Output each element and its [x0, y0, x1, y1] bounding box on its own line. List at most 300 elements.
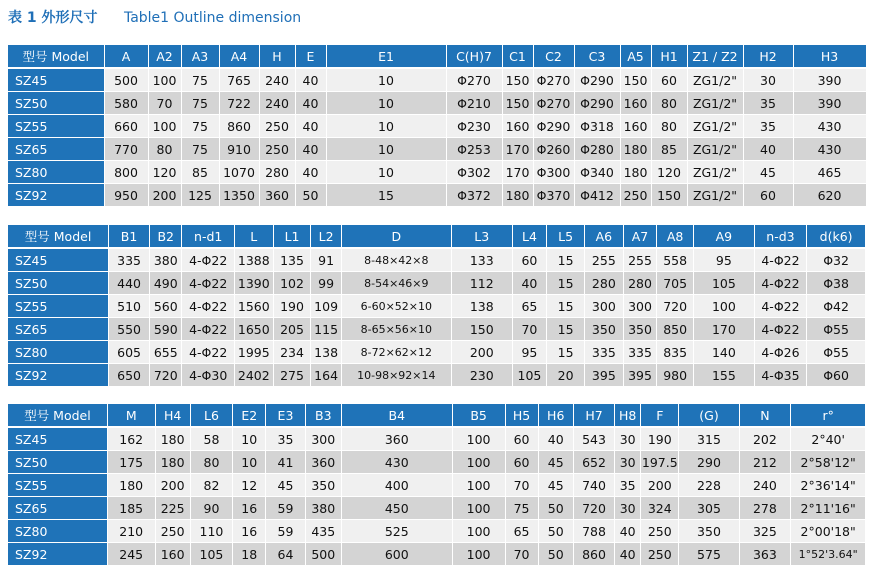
table-cell: 15	[326, 184, 446, 207]
table-cell: 4-Φ35	[754, 364, 806, 387]
column-header: H3	[793, 45, 866, 68]
table-cell: 85	[651, 138, 687, 161]
table-cell: 200	[155, 474, 190, 497]
table-cell: 400	[341, 474, 452, 497]
column-header: L2	[311, 225, 341, 248]
dimension-table-3	[8, 404, 866, 566]
table-cell: 950	[104, 184, 148, 207]
table-cell: 230	[451, 364, 512, 387]
table-cell: 15	[547, 272, 585, 295]
column-header: A3	[181, 45, 219, 68]
table-cell: 770	[104, 138, 148, 161]
table-row	[8, 92, 866, 115]
column-header: d(k6)	[807, 225, 866, 248]
table-row	[8, 272, 866, 295]
table-cell: 350	[305, 474, 341, 497]
column-header: C2	[533, 45, 574, 68]
column-header: A6	[584, 225, 623, 248]
column-header: H4	[155, 404, 190, 427]
table-cell: 35	[615, 474, 641, 497]
column-header: H7	[573, 404, 614, 427]
table-cell: 435	[305, 520, 341, 543]
table-cell: 4-Φ22	[182, 295, 234, 318]
table-row	[8, 138, 866, 161]
table-cell: 860	[573, 543, 614, 566]
table-cell: Φ270	[446, 68, 502, 92]
table-cell: 910	[219, 138, 259, 161]
table-cell: ZG1/2"	[687, 138, 743, 161]
column-header: H1	[651, 45, 687, 68]
table-cell: 180	[620, 161, 651, 184]
table-cell: 4-Φ26	[754, 341, 806, 364]
table-cell: 70	[505, 543, 538, 566]
table-cell: 500	[305, 543, 341, 566]
dimension-table-2	[8, 225, 866, 387]
column-header: n-d1	[182, 225, 234, 248]
model-cell: SZ92	[8, 184, 104, 207]
table-cell: 85	[181, 161, 219, 184]
table-cell: 105	[693, 272, 754, 295]
table-cell: 59	[266, 497, 305, 520]
table-cell: 980	[657, 364, 694, 387]
table-cell: 100	[452, 497, 505, 520]
table-cell: 164	[311, 364, 341, 387]
column-header: N	[739, 404, 791, 427]
column-header: M	[107, 404, 155, 427]
table-cell: 324	[641, 497, 679, 520]
table-cell: 30	[743, 68, 793, 92]
table-cell: 65	[512, 295, 547, 318]
table-cell: 80	[190, 451, 232, 474]
column-header: 型号 Model	[8, 225, 109, 248]
table-cell: 16	[233, 520, 266, 543]
table-row	[8, 341, 866, 364]
table-cell: 60	[505, 451, 538, 474]
table-row	[8, 68, 866, 92]
table-header-row	[8, 45, 866, 68]
table-row	[8, 474, 866, 497]
column-header: A4	[219, 45, 259, 68]
table-cell: 150	[451, 318, 512, 341]
table-cell: 170	[502, 138, 533, 161]
table-cell: 70	[512, 318, 547, 341]
table-cell: 190	[273, 295, 311, 318]
table-cell: 75	[181, 138, 219, 161]
table-cell: 335	[109, 248, 150, 272]
table-cell: 2402	[234, 364, 273, 387]
table-cell: 8-72×62×12	[341, 341, 451, 364]
table-cell: 170	[693, 318, 754, 341]
table-cell: 335	[623, 341, 657, 364]
table-cell: 212	[739, 451, 791, 474]
table-cell: 525	[341, 520, 452, 543]
table-cell: 115	[311, 318, 341, 341]
table-cell: 70	[505, 474, 538, 497]
table-cell: 70	[148, 92, 181, 115]
model-cell: SZ65	[8, 138, 104, 161]
table-cell: ZG1/2"	[687, 115, 743, 138]
model-cell: SZ45	[8, 248, 109, 272]
table-cell: 240	[259, 68, 295, 92]
table-cell: 10	[326, 161, 446, 184]
column-header: A2	[148, 45, 181, 68]
table-cell: 1995	[234, 341, 273, 364]
table-cell: 390	[793, 92, 866, 115]
model-cell: SZ80	[8, 520, 107, 543]
table-cell: Φ290	[574, 92, 620, 115]
table-cell: 60	[743, 184, 793, 207]
table-cell: 50	[538, 497, 573, 520]
table-cell: 510	[109, 295, 150, 318]
table-cell: 350	[584, 318, 623, 341]
table-header-row	[8, 404, 866, 427]
table-cell: 58	[190, 427, 232, 451]
table-cell: 290	[679, 451, 739, 474]
table-cell: 60	[512, 248, 547, 272]
table-cell: 255	[623, 248, 657, 272]
table-cell: 705	[657, 272, 694, 295]
table-cell: 160	[620, 92, 651, 115]
table-header-row	[8, 225, 866, 248]
table-cell: 150	[651, 184, 687, 207]
table-cell: 100	[452, 427, 505, 451]
table-cell: 234	[273, 341, 311, 364]
table-cell: 250	[259, 115, 295, 138]
column-header: n-d3	[754, 225, 806, 248]
table-cell: 300	[623, 295, 657, 318]
table-cell: 660	[104, 115, 148, 138]
table-cell: 160	[620, 115, 651, 138]
table-cell: 95	[512, 341, 547, 364]
model-cell: SZ50	[8, 92, 104, 115]
table-cell: 64	[266, 543, 305, 566]
table-cell: Φ372	[446, 184, 502, 207]
table-cell: 280	[584, 272, 623, 295]
table-cell: 580	[104, 92, 148, 115]
column-header: E1	[326, 45, 446, 68]
column-header: H5	[505, 404, 538, 427]
table-cell: 100	[452, 451, 505, 474]
table-cell: Φ32	[807, 248, 866, 272]
table-cell: 6-60×52×10	[341, 295, 451, 318]
table-cell: 50	[538, 520, 573, 543]
table-cell: Φ210	[446, 92, 502, 115]
table-cell: 150	[502, 68, 533, 92]
table-cell: 315	[679, 427, 739, 451]
table-cell: 40	[295, 138, 326, 161]
table-cell: 1390	[234, 272, 273, 295]
table-cell: 380	[150, 248, 182, 272]
table-row	[8, 161, 866, 184]
table-cell: 350	[679, 520, 739, 543]
table-cell: 50	[538, 543, 573, 566]
table-cell: 2°40'	[791, 427, 866, 451]
column-header: B3	[305, 404, 341, 427]
table-cell: 363	[739, 543, 791, 566]
table-cell: 60	[651, 68, 687, 92]
table-cell: 1388	[234, 248, 273, 272]
table-cell: ZG1/2"	[687, 184, 743, 207]
dimension-table-1	[8, 45, 867, 207]
column-header: A9	[693, 225, 754, 248]
model-cell: SZ45	[8, 68, 104, 92]
table-cell: 280	[623, 272, 657, 295]
table-cell: 197.5	[641, 451, 679, 474]
table-cell: 200	[641, 474, 679, 497]
table-cell: 109	[311, 295, 341, 318]
table-cell: 4-Φ22	[754, 248, 806, 272]
table-cell: Φ412	[574, 184, 620, 207]
table-cell: 543	[573, 427, 614, 451]
table-cell: 100	[452, 520, 505, 543]
table-cell: 255	[584, 248, 623, 272]
table-cell: 30	[615, 427, 641, 451]
table-cell: 360	[305, 451, 341, 474]
table-cell: Φ280	[574, 138, 620, 161]
table-cell: 40	[615, 520, 641, 543]
table-cell: 100	[452, 474, 505, 497]
table-cell: 18	[233, 543, 266, 566]
table-row	[8, 184, 866, 207]
table-row	[8, 364, 866, 387]
table-cell: 120	[651, 161, 687, 184]
table-cell: 65	[505, 520, 538, 543]
column-header: B2	[150, 225, 182, 248]
table-cell: 40	[743, 138, 793, 161]
model-cell: SZ92	[8, 364, 109, 387]
table-cell: 100	[148, 115, 181, 138]
column-header: E	[295, 45, 326, 68]
table-cell: 10	[326, 138, 446, 161]
table-row	[8, 451, 866, 474]
table-cell: 90	[190, 497, 232, 520]
table-cell: 40	[295, 161, 326, 184]
table-cell: 655	[150, 341, 182, 364]
model-cell: SZ50	[8, 272, 109, 295]
table-cell: 835	[657, 341, 694, 364]
table-cell: 490	[150, 272, 182, 295]
column-header: C1	[502, 45, 533, 68]
column-header: 型号 Model	[8, 404, 107, 427]
model-cell: SZ80	[8, 341, 109, 364]
column-header: H2	[743, 45, 793, 68]
table-cell: 250	[259, 138, 295, 161]
column-header: A8	[657, 225, 694, 248]
table-cell: 720	[150, 364, 182, 387]
table-cell: 80	[651, 92, 687, 115]
table-cell: 4-Φ30	[182, 364, 234, 387]
table-cell: 590	[150, 318, 182, 341]
table-cell: 60	[505, 427, 538, 451]
table-cell: 800	[104, 161, 148, 184]
table-cell: 275	[273, 364, 311, 387]
table-cell: 1350	[219, 184, 259, 207]
column-header: L6	[190, 404, 232, 427]
table-cell: 575	[679, 543, 739, 566]
table-cell: 2°58'12"	[791, 451, 866, 474]
table-cell: Φ55	[807, 318, 866, 341]
table-cell: 652	[573, 451, 614, 474]
table-cell: 4-Φ22	[182, 341, 234, 364]
table-cell: ZG1/2"	[687, 92, 743, 115]
table-cell: 10	[233, 427, 266, 451]
table-cell: 150	[620, 68, 651, 92]
table-cell: 160	[155, 543, 190, 566]
table-cell: 278	[739, 497, 791, 520]
table-row	[8, 318, 866, 341]
table-cell: 430	[793, 115, 866, 138]
table-cell: 180	[155, 427, 190, 451]
table-cell: 82	[190, 474, 232, 497]
table-cell: 45	[538, 474, 573, 497]
table-cell: 40	[615, 543, 641, 566]
table-cell: 35	[743, 92, 793, 115]
table-cell: 120	[148, 161, 181, 184]
table-cell: Φ42	[807, 295, 866, 318]
table-cell: ZG1/2"	[687, 68, 743, 92]
table-cell: 4-Φ22	[754, 272, 806, 295]
table-cell: 558	[657, 248, 694, 272]
column-header: E3	[266, 404, 305, 427]
table-cell: 180	[155, 451, 190, 474]
table-cell: 100	[452, 543, 505, 566]
table-cell: 175	[107, 451, 155, 474]
table-cell: 162	[107, 427, 155, 451]
column-header: L4	[512, 225, 547, 248]
table-cell: 360	[341, 427, 452, 451]
table-cell: 560	[150, 295, 182, 318]
table-cell: 16	[233, 497, 266, 520]
table-caption	[8, 7, 301, 27]
table-cell: 138	[451, 295, 512, 318]
table-cell: 110	[190, 520, 232, 543]
table-cell: 40	[295, 68, 326, 92]
column-header: C(H)7	[446, 45, 502, 68]
table-cell: 4-Φ22	[182, 248, 234, 272]
table-cell: 4-Φ22	[182, 318, 234, 341]
table-cell: 605	[109, 341, 150, 364]
table-cell: 240	[259, 92, 295, 115]
table-cell: 250	[641, 520, 679, 543]
table-cell: 245	[107, 543, 155, 566]
table-cell: 59	[266, 520, 305, 543]
model-cell: SZ65	[8, 497, 107, 520]
table-cell: 105	[512, 364, 547, 387]
column-header: 型号 Model	[8, 45, 104, 68]
table-cell: 465	[793, 161, 866, 184]
table-cell: 20	[547, 364, 585, 387]
table-cell: 1560	[234, 295, 273, 318]
table-cell: 250	[620, 184, 651, 207]
table-cell: 228	[679, 474, 739, 497]
table-cell: 15	[547, 318, 585, 341]
table-cell: 35	[266, 427, 305, 451]
table-cell: Φ253	[446, 138, 502, 161]
table-cell: 280	[259, 161, 295, 184]
table-cell: Φ270	[533, 68, 574, 92]
table-cell: 4-Φ22	[182, 272, 234, 295]
table-cell: 2°36'14"	[791, 474, 866, 497]
column-header: A7	[623, 225, 657, 248]
table-cell: 45	[538, 451, 573, 474]
model-cell: SZ80	[8, 161, 104, 184]
table-cell: 75	[181, 68, 219, 92]
table-cell: 112	[451, 272, 512, 295]
column-header: Z1 / Z2	[687, 45, 743, 68]
table-row	[8, 248, 866, 272]
table-cell: 10	[233, 451, 266, 474]
table-cell: Φ370	[533, 184, 574, 207]
table-cell: 205	[273, 318, 311, 341]
caption-en: Table1 Outline dimension	[123, 10, 302, 26]
table-cell: 102	[273, 272, 311, 295]
table-cell: 75	[181, 115, 219, 138]
table-cell: 250	[155, 520, 190, 543]
table-cell: 15	[547, 248, 585, 272]
table-cell: 550	[109, 318, 150, 341]
table-cell: 860	[219, 115, 259, 138]
table-row	[8, 295, 866, 318]
table-cell: 155	[693, 364, 754, 387]
table-cell: 788	[573, 520, 614, 543]
table-cell: 2°11'16"	[791, 497, 866, 520]
table-cell: 8-54×46×9	[341, 272, 451, 295]
table-cell: 40	[512, 272, 547, 295]
table-cell: 740	[573, 474, 614, 497]
table-cell: 75	[181, 92, 219, 115]
table-cell: 200	[148, 184, 181, 207]
table-cell: 430	[341, 451, 452, 474]
column-header: (G)	[679, 404, 739, 427]
table-row	[8, 427, 866, 451]
table-row	[8, 520, 866, 543]
table-cell: 105	[190, 543, 232, 566]
model-cell: SZ45	[8, 427, 107, 451]
table-cell: 4-Φ22	[754, 318, 806, 341]
table-cell: Φ60	[807, 364, 866, 387]
column-header: B5	[452, 404, 505, 427]
column-header: L3	[451, 225, 512, 248]
table-cell: 390	[793, 68, 866, 92]
table-cell: 180	[502, 184, 533, 207]
column-header: L1	[273, 225, 311, 248]
model-cell: SZ50	[8, 451, 107, 474]
model-cell: SZ65	[8, 318, 109, 341]
table-cell: 133	[451, 248, 512, 272]
table-cell: 720	[573, 497, 614, 520]
column-header: A	[104, 45, 148, 68]
table-cell: 8-48×42×8	[341, 248, 451, 272]
column-header: r°	[791, 404, 866, 427]
table-cell: 620	[793, 184, 866, 207]
table-cell: 722	[219, 92, 259, 115]
table-cell: 170	[502, 161, 533, 184]
table-cell: 35	[743, 115, 793, 138]
table-cell: 45	[266, 474, 305, 497]
table-cell: 100	[693, 295, 754, 318]
model-cell: SZ92	[8, 543, 107, 566]
model-cell: SZ55	[8, 115, 104, 138]
table-cell: 12	[233, 474, 266, 497]
table-cell: 450	[341, 497, 452, 520]
column-header: B4	[341, 404, 452, 427]
column-header: L5	[547, 225, 585, 248]
table-cell: 395	[623, 364, 657, 387]
column-header: H6	[538, 404, 573, 427]
table-cell: Φ302	[446, 161, 502, 184]
table-cell: 10-98×92×14	[341, 364, 451, 387]
table-row	[8, 497, 866, 520]
